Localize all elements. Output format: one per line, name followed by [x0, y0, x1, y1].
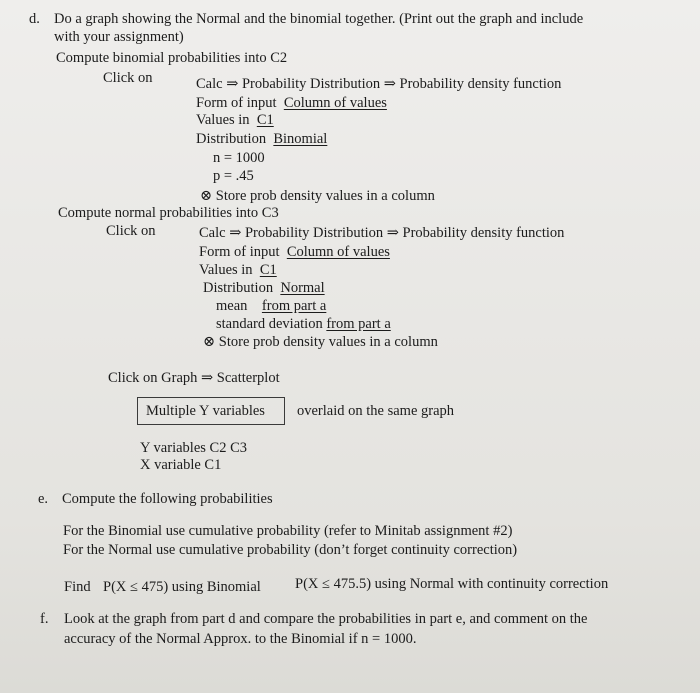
binomial-values-value: C1	[256, 112, 274, 128]
part-e-heading: Compute the following probabilities	[62, 491, 273, 507]
binomial-dist-prefix: Distribution	[196, 131, 267, 147]
normal-mean-value: from part a	[261, 298, 327, 314]
binomial-values-in	[196, 111, 274, 129]
normal-click-on: Click on	[106, 223, 156, 239]
normal-mean-prefix: mean	[216, 298, 248, 314]
normal-menu-path: Calc ⇒ Probability Distribution ⇒ Probability density function	[199, 225, 565, 241]
x-variable: X variable C1	[140, 457, 222, 473]
binomial-distribution	[196, 130, 327, 148]
part-e-label: e.	[38, 491, 49, 507]
normal-form-value: Column of values	[286, 244, 390, 260]
binomial-dist-value: Binomial	[273, 131, 328, 147]
normal-form-prefix: Form of input	[199, 244, 280, 260]
normal-form-input	[199, 243, 390, 261]
overlaid-note: overlaid on the same graph	[297, 403, 455, 419]
normal-values-in	[199, 261, 277, 279]
normal-sd-prefix: standard deviation	[216, 316, 323, 332]
normal-sd-value: from part a	[326, 316, 391, 332]
normal-note: For the Normal use cumulative probability (don’t forget continuity correction)	[63, 542, 518, 558]
y-variables: Y variables C2 C3	[140, 440, 247, 456]
binomial-form-input	[196, 94, 387, 112]
normal-dist-value: Normal	[280, 280, 325, 296]
part-f-label: f.	[40, 611, 49, 627]
part-d-line1: Do a graph showing the Normal and the binomial together. (Print out the graph and include	[54, 11, 584, 27]
normal-heading: Compute normal probabilities into C3	[58, 205, 279, 221]
binomial-click-on: Click on	[103, 70, 153, 86]
binomial-heading: Compute binomial probabilities into C2	[56, 50, 288, 66]
part-d-label: d.	[29, 11, 40, 27]
normal-store: ⊗ Store prob density values in a column	[203, 334, 438, 350]
part-f-line1: Look at the graph from part d and compare the probabilities in part e, and comment on the	[64, 611, 588, 627]
binomial-n: n = 1000	[213, 150, 265, 166]
normal-mean	[216, 297, 326, 315]
graph-click-line: Click on Graph ⇒ Scatterplot	[108, 370, 280, 386]
part-d-line2: with your assignment)	[54, 29, 184, 45]
binomial-store: ⊗ Store prob density values in a column	[200, 188, 435, 204]
binomial-note: For the Binomial use cumulative probability (refer to Minitab assignment #2)	[63, 523, 513, 539]
normal-values-prefix: Values in	[199, 262, 253, 278]
binomial-values-prefix: Values in	[196, 112, 250, 128]
multiple-y-label: Multiple Y variables	[146, 403, 265, 419]
normal-dist-prefix: Distribution	[203, 280, 274, 296]
find-prefix: Find	[64, 579, 91, 595]
part-f-line2: accuracy of the Normal Approx. to the Binomial if n = 1000.	[64, 631, 417, 647]
find-binomial: P(X ≤ 475) using Binomial	[103, 579, 261, 595]
normal-sd	[216, 315, 391, 333]
normal-values-value: C1	[259, 262, 277, 278]
binomial-p: p = .45	[213, 168, 254, 184]
find-normal: P(X ≤ 475.5) using Normal with continuity correction	[295, 576, 609, 592]
binomial-menu-path: Calc ⇒ Probability Distribution ⇒ Probability density function	[196, 76, 562, 92]
normal-distribution	[203, 279, 325, 297]
binomial-form-value: Column of values	[283, 95, 387, 111]
binomial-form-prefix: Form of input	[196, 95, 277, 111]
